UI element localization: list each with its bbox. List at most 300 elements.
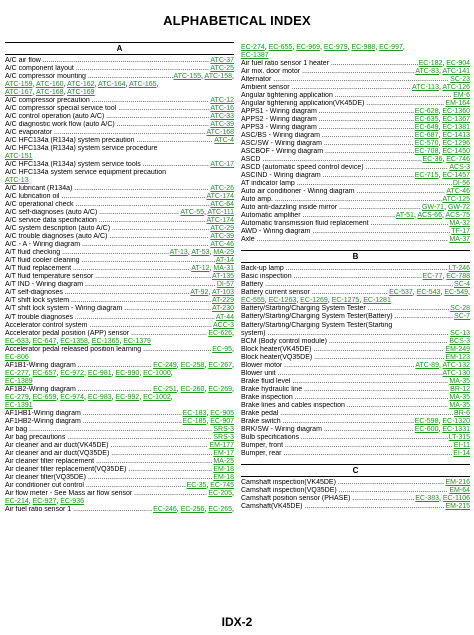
page-reference-link[interactable]: EC-269 — [208, 385, 233, 393]
page-reference-link[interactable]: EC-35 — [186, 481, 207, 489]
page-reference-link[interactable]: EC-1331 — [442, 425, 470, 433]
page-reference-link[interactable]: EC-907 — [210, 417, 234, 425]
page-reference-link[interactable]: EC-185 — [182, 417, 207, 425]
page-reference-link[interactable]: ATC-130 — [442, 369, 470, 377]
page-reference-link[interactable]: TF-17 — [451, 228, 470, 236]
page-reference-link[interactable]: EC-1002 — [143, 393, 171, 401]
page-reference-link[interactable]: EC-806 — [5, 353, 29, 361]
page-reference-link[interactable]: EC-992 — [115, 393, 140, 401]
index-entry — [241, 204, 470, 212]
page-reference-link[interactable]: EC-904 — [446, 60, 470, 68]
page-reference-link[interactable]: EC-1389 — [5, 377, 33, 385]
index-entry-label: Camshaft(VK45DE) ..... — [241, 503, 470, 510]
index-entry-continuation — [5, 338, 234, 346]
index-entry-pages — [212, 474, 234, 482]
index-entry-pages — [448, 402, 470, 410]
index-entry — [241, 418, 470, 426]
index-entry-label: ASC/SW - Wiring diagram ..... — [241, 140, 470, 147]
index-entry — [241, 442, 470, 450]
index-entry-pages — [213, 137, 234, 145]
page-reference-link[interactable]: EC-267 — [208, 361, 233, 369]
page-reference-link[interactable]: EM-249 — [445, 345, 470, 353]
page-reference-link[interactable]: ACS-75 — [445, 212, 470, 220]
page-reference-link[interactable]: ATC-174 — [206, 217, 234, 225]
page-reference-link[interactable]: EI-14 — [453, 449, 470, 457]
page-reference-link[interactable]: ATC-169 — [67, 89, 95, 97]
page-reference-link[interactable]: EM-123 — [445, 353, 470, 361]
index-entry — [5, 73, 234, 81]
index-entry-label: Ambient sensor ..... — [241, 84, 470, 91]
page-reference-link[interactable]: ATC-125 — [442, 196, 470, 204]
page-reference-link[interactable]: GW-71 — [422, 204, 445, 212]
page-reference-link[interactable]: EC-927 — [32, 497, 57, 505]
index-entry-continuation — [241, 297, 470, 305]
page-reference-link[interactable]: BCS-3 — [449, 337, 470, 345]
page-reference-link[interactable]: EC-647 — [32, 337, 57, 345]
page-reference-link[interactable]: EC-1360 — [442, 108, 470, 116]
index-entry-pages — [209, 57, 234, 65]
page-reference-link[interactable]: EC-570 — [414, 140, 439, 148]
page-reference-link[interactable]: ATC-151 — [5, 153, 33, 161]
index-entry-pages — [209, 105, 234, 113]
page-reference-link[interactable]: EC-279 — [5, 393, 29, 401]
page-reference-link[interactable]: EM-6 — [453, 92, 470, 100]
page-reference-link[interactable]: EC-655 — [268, 44, 293, 51]
page-reference-link[interactable]: LT-315 — [448, 433, 470, 441]
page-reference-link[interactable]: EM-164 — [445, 100, 470, 108]
page-reference-link[interactable]: ATC-132 — [442, 361, 470, 369]
index-entry-label: Brake switch ..... — [241, 418, 470, 425]
index-entry-continuation — [5, 177, 234, 185]
index-entry — [5, 418, 234, 426]
index-entry-pages: ATC-159, ATC-160, ATC-162, ATC-164, ATC-165, — [5, 81, 159, 89]
page-reference-link[interactable]: EC-972 — [60, 369, 84, 377]
page-reference-link[interactable]: EC-997 — [379, 44, 403, 51]
index-entry — [5, 281, 234, 289]
page-reference-link[interactable]: EC-1358 — [60, 337, 88, 345]
page-reference-link[interactable]: SRS-3 — [213, 425, 234, 433]
index-entry — [241, 228, 470, 236]
index-entry-pages — [5, 378, 33, 385]
index-entry — [5, 225, 234, 233]
page-reference-link[interactable]: SC-23 — [450, 76, 470, 84]
page-reference-link[interactable]: ATC-25 — [210, 65, 234, 73]
page-reference-link[interactable]: ATC-158 — [204, 73, 233, 81]
page-reference-link[interactable]: EC-256 — [180, 505, 205, 513]
index-entry-pages — [5, 354, 29, 361]
index-entry-label: Blower motor ..... — [241, 362, 470, 369]
index-entry-label: Brake hydraulic line ..... — [241, 386, 470, 393]
page-reference-link[interactable]: EC-600 — [414, 425, 439, 433]
page-reference-link[interactable]: EC-1381 — [442, 124, 470, 132]
index-entry-label: A/C evaporator ..... — [5, 129, 234, 136]
page-reference-link[interactable]: EC-274 — [241, 44, 265, 51]
page-reference-link[interactable]: AT-12 — [191, 265, 210, 273]
page-reference-link[interactable]: AT-229 — [211, 297, 234, 305]
index-entry-pages — [206, 129, 235, 137]
index-entry-pages: EC-626, — [208, 329, 234, 337]
page-reference-link[interactable]: ATC-113 — [412, 84, 439, 92]
index-entry-pages: EC-555, EC-1263, EC-1269, EC-1275, EC-1281 — [241, 297, 391, 305]
page-reference-link[interactable]: EC-988 — [351, 44, 376, 51]
page-reference-link[interactable]: DI-56 — [452, 180, 470, 188]
page-reference-link[interactable]: EM-216 — [445, 478, 470, 486]
page-reference-link[interactable]: EC-1457 — [442, 172, 470, 180]
page-reference-link[interactable]: EC-1000 — [143, 369, 171, 377]
index-entry — [5, 442, 234, 450]
index-entry-label: Air cleaner filter(VQ35DE) ..... — [5, 474, 234, 481]
index-entry-pages — [212, 466, 234, 474]
page-reference-link[interactable]: EC-1296 — [442, 140, 470, 148]
page-reference-link[interactable]: EC-936 — [60, 497, 84, 505]
page-reference-link[interactable]: EM-17 — [213, 449, 234, 457]
section-header-c: C — [241, 464, 470, 477]
index-entry-pages — [215, 314, 234, 322]
page-reference-link[interactable]: EC-649 — [414, 124, 439, 132]
page-reference-link[interactable]: MA-35 — [449, 393, 470, 401]
page-reference-link[interactable]: BR-12 — [450, 385, 470, 393]
index-entry — [5, 297, 234, 305]
page-reference-link[interactable]: EC-598 — [414, 417, 439, 425]
index-entry-label: A/T self-diagnoses ..... — [5, 289, 234, 296]
index-entry-label: A/C lubrication oil ..... — [5, 193, 234, 200]
index-entry-label: ASC/BS - Wiring diagram ..... — [241, 132, 470, 139]
page-reference-link[interactable]: SC-13 — [450, 329, 470, 337]
page-reference-link[interactable]: SC-28 — [450, 305, 470, 313]
index-entry-pages — [212, 450, 234, 458]
page-reference-link[interactable]: EC-1391 — [5, 401, 33, 409]
page-reference-link[interactable]: EC-251 — [153, 385, 177, 393]
index-entry — [241, 76, 470, 84]
index-entry-label: A/C compressor special service tool ..... — [5, 105, 234, 112]
index-entry — [241, 156, 470, 164]
page-reference-link[interactable]: ATC-83 — [415, 68, 439, 76]
index-entry-pages — [209, 121, 234, 129]
index-entry — [5, 289, 234, 297]
page-reference-link[interactable]: ATC-29 — [210, 225, 234, 233]
page-reference-link[interactable]: EC-555 — [241, 297, 265, 305]
page-reference-link[interactable]: EM-64 — [449, 486, 470, 494]
index-entry — [5, 458, 234, 466]
index-entry — [241, 172, 470, 180]
page-reference-link[interactable]: ATC-160 — [36, 81, 64, 89]
page-reference-link[interactable]: ATC-33 — [210, 113, 234, 121]
page-reference-link[interactable]: ATC-168 — [36, 89, 64, 97]
index-entry — [241, 100, 470, 108]
page-reference-link[interactable]: EC-979 — [323, 44, 348, 51]
page-reference-link[interactable]: ACS-66 — [417, 212, 442, 220]
index-entry — [5, 362, 234, 370]
index-entry — [5, 314, 234, 322]
page-reference-link[interactable]: ATC-168 — [206, 129, 234, 137]
page-reference-link[interactable]: EC-77 — [422, 273, 443, 281]
page-reference-link[interactable]: SC-4 — [454, 281, 470, 289]
index-entry-label: AT indicator lamp ..... — [241, 180, 470, 187]
page-reference-link[interactable]: AT-44 — [215, 313, 234, 321]
page-reference-link[interactable]: ATC-167 — [5, 89, 33, 97]
page-reference-link[interactable]: EC-95 — [212, 345, 233, 353]
page-reference-link[interactable]: ATC-155 — [173, 73, 202, 81]
page-reference-link[interactable]: ACS-3 — [449, 164, 470, 172]
page-reference-link[interactable]: ATC-37 — [210, 57, 234, 64]
page-reference-link[interactable]: ATC-12 — [210, 97, 234, 105]
index-entry — [5, 273, 234, 281]
page-reference-link[interactable]: EC-969 — [296, 44, 320, 51]
page-reference-link[interactable]: MA-37 — [449, 236, 470, 244]
index-entry — [241, 313, 470, 321]
index-entry — [5, 129, 234, 137]
index-entry — [5, 450, 234, 458]
index-entry-label: ASCD (automatic speed control device) ..... — [241, 164, 470, 171]
page-reference-link[interactable]: EC-657 — [32, 369, 57, 377]
index-entry — [5, 386, 234, 394]
page-reference-link[interactable]: ATC-13 — [5, 177, 29, 185]
page-reference-link[interactable]: EC-635 — [414, 116, 439, 124]
page-reference-link[interactable]: EI-11 — [453, 441, 470, 449]
page-reference-link[interactable]: EM-177 — [209, 441, 234, 449]
index-entry-continuation — [5, 153, 234, 161]
page-reference-link[interactable]: AT-230 — [211, 305, 234, 313]
index-entry-pages — [209, 113, 234, 121]
page-reference-link[interactable]: ATC-4 — [214, 137, 234, 145]
index-entry — [241, 479, 470, 487]
page-reference-link[interactable]: ATC-89 — [415, 361, 439, 369]
page-reference-link[interactable]: EC-205 — [208, 489, 233, 497]
page-reference-link[interactable]: EC-1281 — [363, 297, 391, 305]
index-entry-label: Automatic amplifier ..... — [241, 212, 470, 219]
index-entry-pages — [209, 225, 234, 233]
index-entry — [241, 386, 470, 394]
page-reference-link[interactable]: SRS-3 — [213, 433, 234, 441]
page-reference-link[interactable]: EC-277 — [5, 369, 29, 377]
index-entry-pages — [449, 305, 470, 313]
page-reference-link[interactable]: ACC-3 — [212, 321, 234, 329]
page-reference-link[interactable]: EC-974 — [60, 393, 84, 401]
index-entry — [5, 506, 234, 514]
page-reference-link[interactable]: SC-7 — [454, 313, 470, 321]
page-reference-link[interactable]: EC-549 — [444, 289, 469, 297]
page-reference-link[interactable]: MA-32 — [449, 220, 470, 228]
page-reference-link[interactable]: EC-687 — [414, 132, 439, 140]
page-reference-link[interactable]: MA-35 — [449, 377, 470, 385]
page-reference-link[interactable]: EC-1269 — [300, 297, 328, 305]
page-reference-link[interactable]: EC-983 — [87, 393, 112, 401]
page-reference-link[interactable]: EC-1387 — [241, 52, 269, 60]
index-entry-label: A/C HFC134a system service equipment precaution — [5, 169, 167, 177]
page-reference-link[interactable]: EC-214 — [5, 497, 29, 505]
page-reference-link[interactable]: EC-249 — [153, 361, 177, 369]
index-entry-pages: EC-570, EC-1296 — [414, 140, 470, 148]
index-entry-label: A/T IND - Wiring diagram ..... — [5, 281, 234, 288]
page-reference-link[interactable]: ATC-126 — [442, 84, 470, 92]
index-entry — [5, 185, 234, 193]
page-reference-link[interactable]: EC-1450 — [442, 148, 470, 156]
page-reference-link[interactable]: EC-708 — [414, 148, 439, 156]
page-reference-link[interactable]: EC-1106 — [442, 494, 470, 502]
page-reference-link[interactable]: ATC-26 — [210, 185, 234, 193]
page-reference-link[interactable]: EC-905 — [210, 409, 234, 417]
index-entry-pages — [448, 394, 470, 402]
index-entry-continuation — [241, 44, 470, 52]
page-reference-link[interactable]: EC-788 — [446, 273, 470, 281]
page-reference-link[interactable]: EM-18 — [213, 465, 234, 473]
page-reference-link[interactable]: EC-246 — [153, 505, 177, 513]
index-entry-pages: AT-92, AT-103 — [190, 289, 234, 297]
page-reference-link[interactable]: AT-92 — [190, 289, 209, 297]
index-entry-pages — [448, 487, 470, 495]
page-reference-link[interactable]: GW-72 — [447, 204, 470, 212]
index-entry-pages: AT-51, ACS-66, ACS-75 — [395, 212, 470, 220]
page-reference-link[interactable]: EC-628 — [414, 108, 439, 116]
page-reference-link[interactable]: EM-18 — [213, 473, 234, 481]
page-reference-link[interactable]: ATC-164 — [98, 81, 126, 89]
page-reference-link[interactable]: EC-1263 — [268, 297, 297, 305]
index-entry-label: Bulb specifications ..... — [241, 434, 470, 441]
page-reference-link[interactable]: AT-13 — [169, 249, 188, 257]
page-reference-link[interactable]: EC-1379 — [123, 337, 151, 345]
page-reference-link[interactable]: EC-626 — [208, 329, 233, 337]
page-reference-link[interactable]: EC-1413 — [442, 132, 470, 140]
page-reference-link[interactable]: DI-57 — [216, 281, 234, 289]
page-reference-link[interactable]: EC-36 — [422, 156, 443, 164]
index-entry — [5, 305, 234, 313]
page-reference-link[interactable]: EC-1365 — [91, 337, 120, 345]
index-entry — [5, 474, 234, 482]
index-entry-label: Accelerator control system ..... — [5, 322, 234, 329]
page-reference-link[interactable]: ATC-165 — [129, 81, 157, 89]
page-reference-link[interactable]: LT-246 — [448, 265, 470, 273]
index-entry-pages: EC-600, EC-1331 — [414, 425, 470, 433]
page-reference-link[interactable]: EC-182 — [418, 60, 443, 68]
page-reference-link[interactable]: EC-265 — [208, 505, 233, 513]
page-reference-link[interactable]: EC-746 — [446, 156, 470, 164]
index-entry — [241, 140, 470, 148]
index-entry — [241, 68, 470, 76]
page-reference-link[interactable]: EC-383 — [415, 494, 439, 502]
index-entry-pages: AT-12, MA-31 — [191, 265, 234, 273]
index-entry-pages: EC-649, EC-1381 — [414, 124, 470, 132]
index-entry — [5, 121, 234, 129]
page-title: ALPHABETICAL INDEX — [163, 13, 311, 28]
page-reference-link[interactable]: AT-103 — [211, 289, 234, 297]
page-reference-link[interactable]: MA-29 — [213, 249, 234, 257]
page-reference-link[interactable]: ATC-162 — [67, 81, 95, 89]
page-reference-link[interactable]: BR-6 — [454, 409, 470, 417]
index-entry-pages — [452, 92, 470, 100]
index-entry-label: Camshaft inspection(VQ35DE) ..... — [241, 487, 470, 494]
page-reference-link[interactable]: ATC-64 — [210, 201, 234, 209]
page-reference-link[interactable]: EC-1367 — [442, 116, 470, 124]
index-entry — [5, 105, 234, 113]
index-entry-pages — [448, 236, 470, 244]
page-reference-link[interactable]: EC-1275 — [331, 297, 360, 305]
index-entry-label: Bumper, front ..... — [241, 442, 470, 449]
page-reference-link[interactable]: ATC-55 — [180, 209, 205, 217]
index-entry-label: Air cleaner filter replacement ..... — [5, 458, 234, 465]
index-entry-label: A/C component layout ..... — [5, 65, 234, 72]
index-entry-label: Accelerator pedal position (APP) sensor ..... — [5, 330, 234, 337]
page-reference-link[interactable]: ATC-174 — [206, 193, 234, 201]
index-entry-label: A/C self-diagnoses (auto A/C) ..... — [5, 209, 234, 216]
index-entry-label: A/T shift lock system ..... — [5, 297, 234, 304]
page-reference-link[interactable]: EC-715 — [414, 172, 439, 180]
index-entry-label: Axle ..... — [241, 236, 470, 243]
index-entry-pages: EC-279, EC-659, EC-974, EC-983, EC-992, EC-1002, — [5, 393, 173, 401]
index-entry — [241, 402, 470, 410]
page-reference-link[interactable]: EC-260 — [180, 385, 205, 393]
page-reference-link[interactable]: EC-183 — [182, 409, 207, 417]
page-reference-link[interactable]: EC-990 — [115, 369, 140, 377]
index-entry-pages — [212, 458, 234, 466]
index-entry-pages — [452, 450, 470, 458]
page-reference-link[interactable]: AT-51 — [395, 212, 414, 220]
page-reference-link[interactable]: EM-215 — [445, 502, 470, 510]
index-entry-label: Brake inspection ..... — [241, 394, 470, 401]
index-entry-pages: EC-687, EC-1413 — [414, 132, 470, 140]
page-reference-link[interactable]: EC-543 — [416, 289, 441, 297]
index-entry — [5, 482, 234, 490]
page-reference-link[interactable]: ATC-141 — [442, 68, 470, 76]
page-reference-link[interactable]: AT-135 — [211, 273, 234, 281]
index-entry-pages — [444, 346, 470, 354]
index-entry-pages: ATC-55, ATC-111 — [180, 209, 234, 217]
index-entry — [5, 330, 234, 338]
page-reference-link[interactable]: EC-1320 — [442, 417, 470, 425]
page-reference-link[interactable]: MA-31 — [213, 265, 234, 273]
index-entry-pages — [442, 196, 471, 204]
index-entry-pages — [216, 281, 234, 289]
page-reference-link[interactable]: AT-53 — [191, 249, 210, 257]
index-entry-label: Air flow meter - See Mass air flow sensor ..... — [5, 490, 234, 497]
page-reference-link[interactable]: EC-258 — [180, 361, 205, 369]
page-reference-link[interactable]: ATC-39 — [210, 121, 234, 129]
index-entry-label: Block heater(VQ35DE) ..... — [241, 354, 470, 361]
index-entry-pages — [444, 479, 470, 487]
page-reference-link[interactable]: ATC-111 — [207, 209, 234, 217]
index-entry-pages — [209, 65, 234, 73]
page-reference-link[interactable]: EC-633 — [5, 337, 29, 345]
page-reference-link[interactable]: ATC-16 — [210, 105, 234, 113]
index-entry-label: A/C HFC134a (R134a) system service procedure — [5, 145, 158, 153]
index-entry-label: Battery current sensor ..... — [241, 289, 470, 296]
index-entry-label: Air bag ..... — [5, 426, 234, 433]
index-entry — [241, 394, 470, 402]
index-entry-label: A/T trouble diagnoses ..... — [5, 314, 234, 321]
page-reference-link[interactable]: ATC-46 — [210, 241, 234, 249]
index-entry-label: BRK/SW - Wiring diagram ..... — [241, 426, 470, 433]
page-reference-link[interactable]: ATC-159 — [5, 81, 33, 89]
page-reference-link[interactable]: ATC-46 — [446, 188, 470, 196]
index-entry-pages: EC-35, EC-745 — [186, 481, 234, 489]
page-reference-link[interactable]: MA-25 — [213, 457, 234, 465]
page-reference-link[interactable]: ATC-17 — [210, 161, 234, 169]
index-entry — [241, 503, 470, 511]
page-reference-link[interactable]: EC-981 — [87, 369, 112, 377]
page-reference-link[interactable]: AT-14 — [215, 257, 234, 265]
index-entry-label: A/T fluid cooler cleaning ..... — [5, 257, 234, 264]
index-entry-pages — [450, 228, 470, 236]
index-entry-pages: EC-246, EC-256, EC-265, — [153, 505, 234, 513]
page-reference-link[interactable]: ATC-39 — [210, 233, 234, 241]
page-reference-link[interactable]: EC-745 — [210, 481, 234, 489]
index-entry-pages — [215, 257, 234, 265]
page-reference-link[interactable]: MA-35 — [449, 401, 470, 409]
index-entry-label: Angular tightening application ..... — [241, 92, 470, 99]
page-reference-link[interactable]: EC-537 — [389, 289, 413, 297]
index-entry — [241, 273, 470, 281]
index-entry-pages — [444, 100, 470, 108]
page-reference-link[interactable]: EC-659 — [32, 393, 57, 401]
